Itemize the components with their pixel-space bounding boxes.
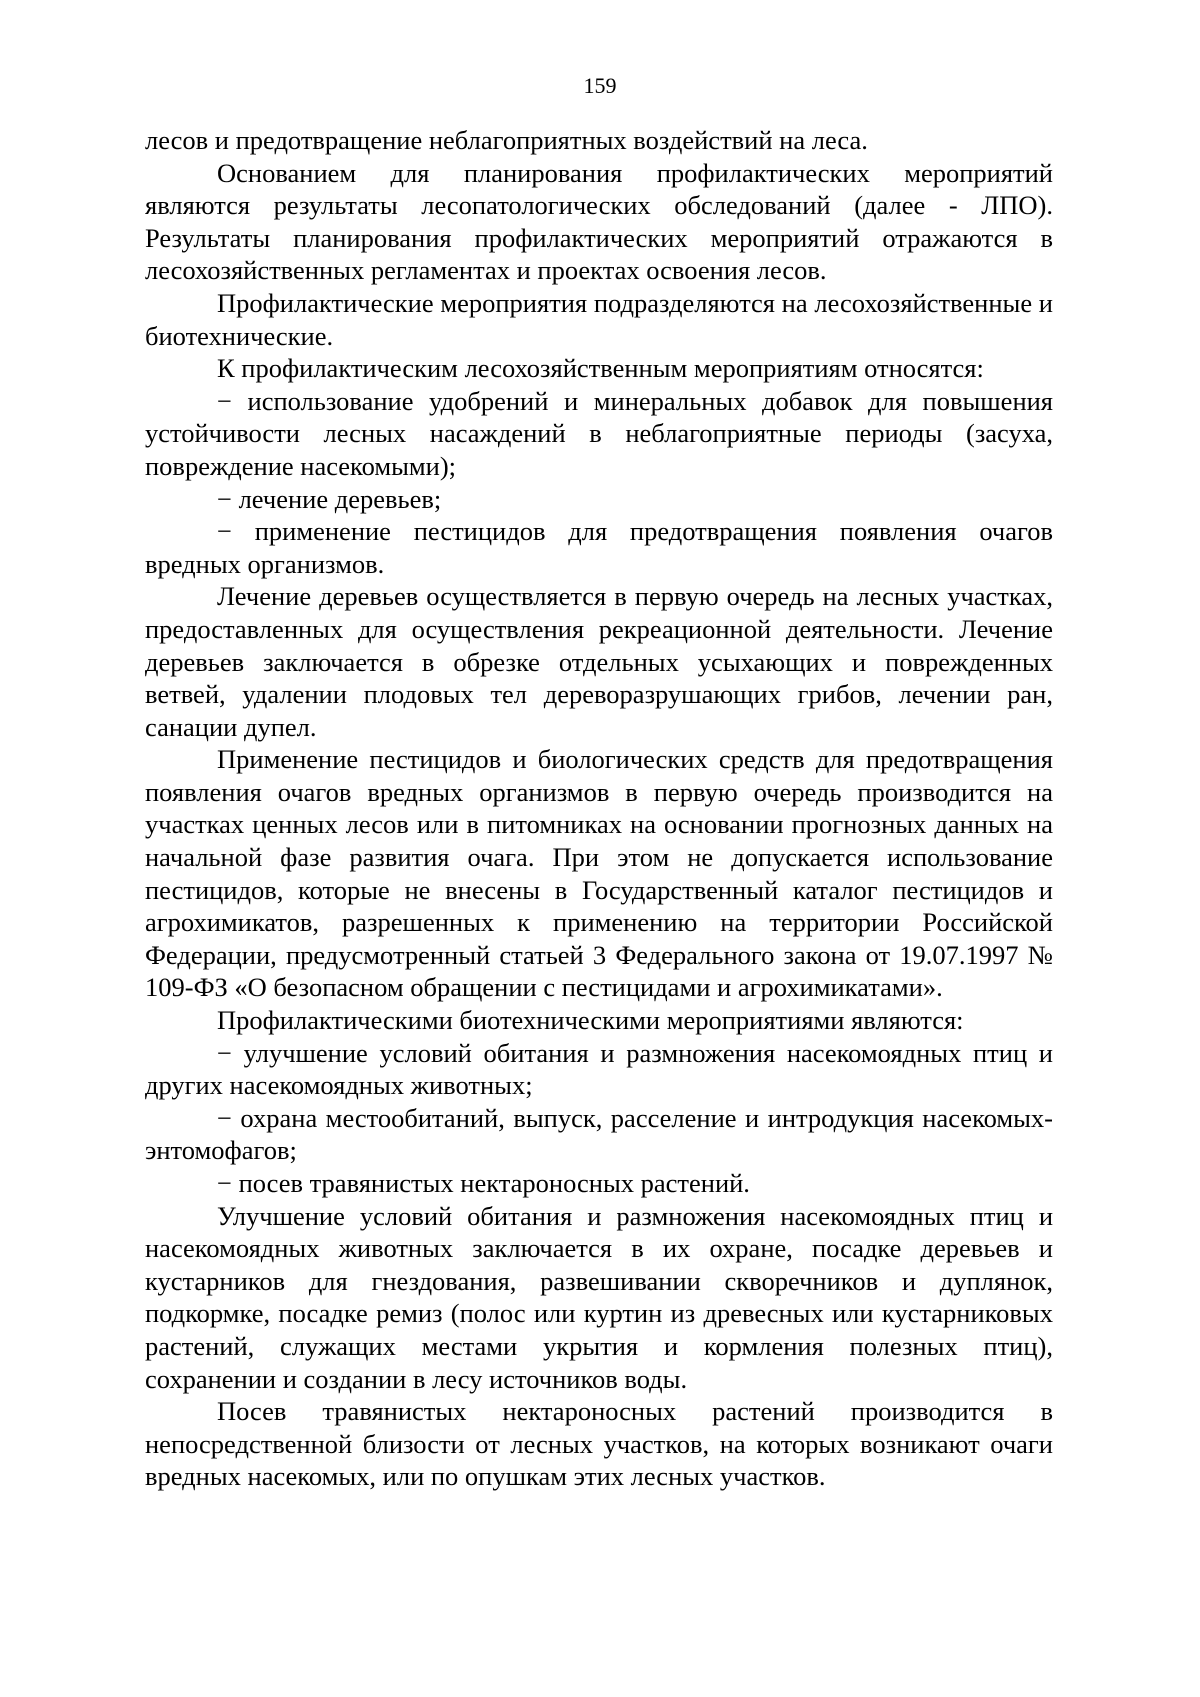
paragraph: Улучшение условий обитания и размножения насекомоядных птиц и насекомоядных животных заключается в их охране, посадке деревьев и кустарников для гнездования, развешивании скворечников и дуплянок, подкормке, посадке ремиз (полос или куртин из древесных или кустарниковых растений, служащих местами укрытия и кормления полезных птиц), сохранении и создании в лесу источников воды. — [145, 1200, 1053, 1394]
list-item: − применение пестицидов для предотвращения появления очагов вредных организмов. — [145, 516, 1053, 579]
paragraph: Применение пестицидов и биологических средств для предотвращения появления очагов вредных организмов в первую очередь производится на участках ценных лесов или в питомниках на основании прогнозных данных на начальной фазе развития очага. При этом не допускается использование пестицидов, которые не внесены в Государственный каталог пестицидов и агрохимикатов, разрешенных к применению на территории Российской Федерации, предусмотренный статьей 3 Федерального закона от 19.07.1997 № 109-ФЗ «О безопасном обращении с пестицидами и агрохимикатами». — [145, 744, 1053, 1003]
document-body — [145, 124, 1053, 1493]
paragraph: Основанием для планирования профилактических мероприятий являются результаты лесопатологических обследований (далее - ЛПО). Результаты планирования профилактических мероприятий отражаются в лесохозяйственных регламентах и проектах освоения лесов. — [145, 157, 1053, 286]
list-item: − посев травянистых нектароносных растений. — [217, 1168, 750, 1198]
paragraph: Посев травянистых нектароносных растений производится в непосредственной близости от лесных участков, на которых возникают очаги вредных насекомых, или по опушкам этих лесных участков. — [145, 1396, 1053, 1492]
page-number: 159 — [583, 73, 617, 98]
paragraph: К профилактическим лесохозяйственным мероприятиям относятся: — [217, 353, 984, 384]
list-item: − улучшение условий обитания и размножения насекомоядных птиц и других насекомоядных животных; — [145, 1037, 1053, 1101]
paragraph: Лечение деревьев осуществляется в первую очередь на лесных участках, предоставленных для осуществления рекреационной деятельности. Лечение деревьев заключается в обрезке отдельных усыхающих и поврежденных ветвей, удалении плодовых тел дереворазрушающих грибов, лечении ран, санации дупел. — [145, 581, 1053, 742]
paragraph: Профилактические мероприятия подразделяются на лесохозяйственные и биотехнические. — [145, 287, 1053, 351]
paragraph-continuation: лесов и предотвращение неблагоприятных воздействий на леса. — [145, 125, 868, 155]
paragraph: Профилактическими биотехническими мероприятиями являются: — [217, 1005, 964, 1036]
list-item: − использование удобрений и минеральных добавок для повышения устойчивости лесных насаждений в неблагоприятные периоды (засуха, повреждение насекомыми); — [145, 385, 1053, 481]
list-item: − лечение деревьев; — [217, 483, 442, 514]
list-item: − охрана местообитаний, выпуск, расселение и интродукция насекомых-энтомофагов; — [145, 1102, 1053, 1166]
